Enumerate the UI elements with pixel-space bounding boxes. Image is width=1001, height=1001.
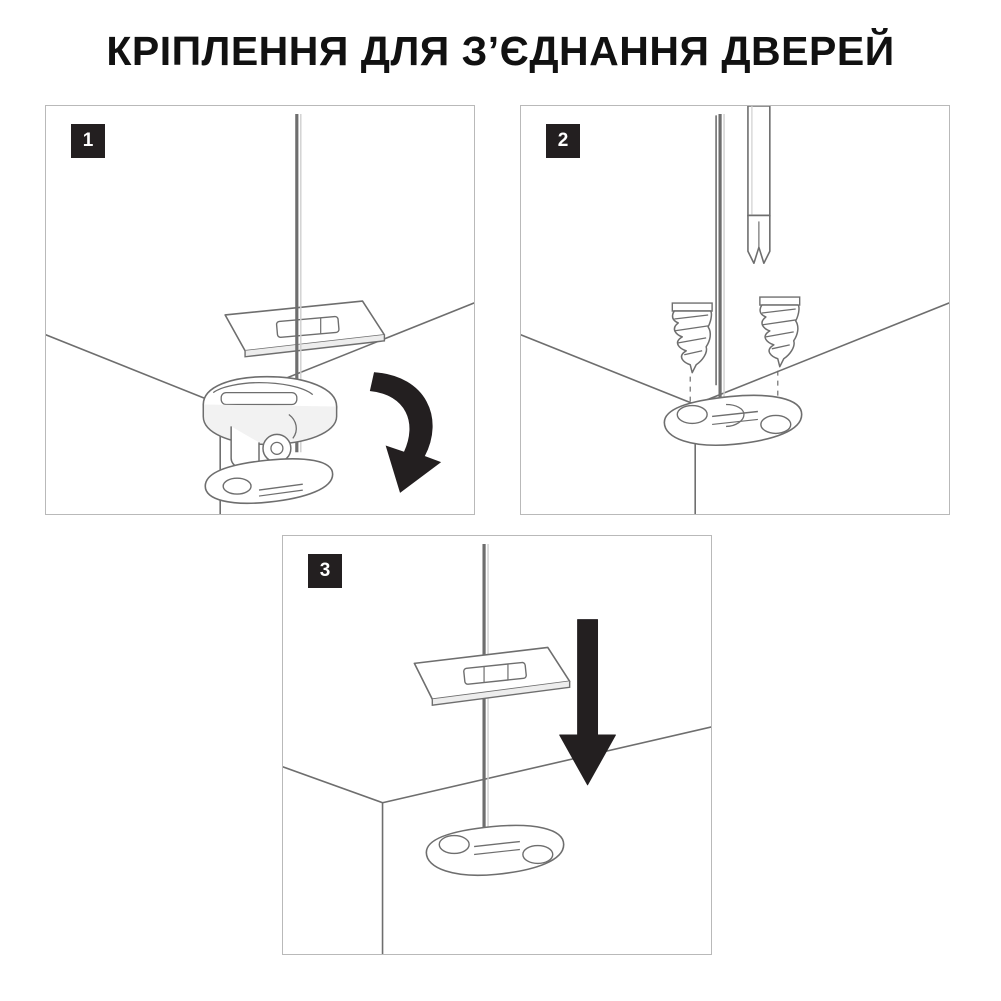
step-badge-1: 1 [71,124,105,158]
step-badge-2: 2 [546,124,580,158]
phillips-screwdriver [748,106,770,263]
page-title: КРІПЛЕННЯ ДЛЯ З’ЄДНАННЯ ДВЕРЕЙ [106,28,895,74]
curved-rotation-arrow [370,373,440,492]
panel-edge-front [521,303,949,405]
step-1-illustration [46,106,474,514]
panel-edge-front [283,727,711,803]
step-2-illustration [521,106,949,514]
oval-base-plate [205,459,332,503]
step-panel-1 [45,105,475,515]
oval-base-plate-mounted [664,395,801,445]
upper-bracket-plate [414,647,569,705]
step-3-illustration [283,536,711,954]
step-panel-2 [520,105,950,515]
step-badge-3: 3 [308,554,342,588]
screw-left [672,303,712,373]
step-panel-3 [282,535,712,955]
connector-rod [720,114,724,434]
hinge-body-with-cam [203,377,336,473]
oval-base-plate-mounted [426,825,563,875]
screw-right [760,297,800,367]
connector-rod [484,544,488,874]
